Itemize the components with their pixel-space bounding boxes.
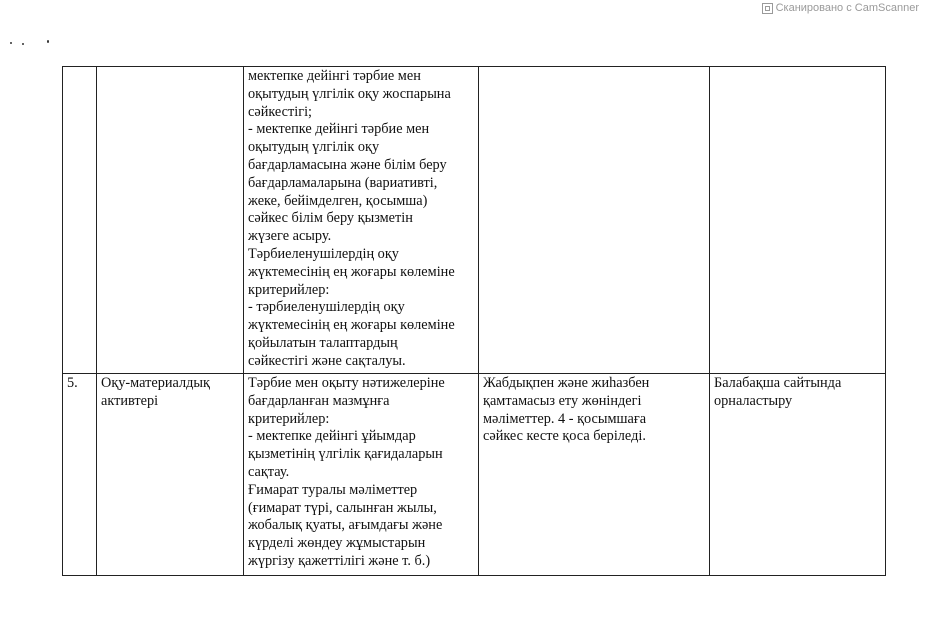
table-row: [63, 67, 886, 374]
criteria-line: күрделі жөндеу жұмыстарын: [248, 535, 426, 552]
table-row: [63, 374, 886, 576]
info-cell: [479, 67, 710, 374]
criteria-table: [62, 66, 886, 576]
criteria-line: сәйкестігі;: [248, 103, 313, 120]
scan-speck: [10, 42, 12, 44]
criteria-line: Тәрбие мен оқыту нәтижелеріне: [248, 375, 445, 391]
criteria-line: сақтау.: [248, 463, 290, 480]
criteria-line: - мектепке дейінгі ұйымдар: [248, 428, 416, 445]
criteria-line: оқытудың үлгілік оқу жоспарына: [248, 85, 451, 102]
info-line: мәліметтер. 4 - қосымшаға: [483, 410, 647, 427]
criteria-line: жобалық қуаты, ағымдағы және: [248, 517, 443, 534]
criteria-line: жүктемесінің ең жоғары көлеміне: [248, 263, 455, 280]
criteria-line: - тәрбиеленушілердің оқу: [248, 299, 405, 316]
criteria-line: Тәрбиеленушілердің оқу: [248, 245, 399, 262]
criteria-line: жүргізу қажеттілігі және т. б.): [248, 552, 431, 569]
scan-speck: [47, 40, 49, 43]
info-cell: [479, 374, 710, 576]
scanner-logo-icon: [762, 3, 773, 14]
row-name-cell: [97, 67, 244, 374]
info-line: сәйкес кесте қоса беріледі.: [483, 428, 646, 445]
row-name-line: Оқу-материалдық: [101, 375, 210, 391]
criteria-cell: [244, 67, 479, 374]
scanner-watermark: [762, 2, 919, 14]
row-number: 5.: [67, 375, 78, 391]
criteria-line: мектепке дейінгі тәрбие мен: [248, 68, 421, 84]
criteria-line: бағдарланған мазмұнға: [248, 392, 390, 409]
criteria-line: - мектепке дейінгі тәрбие мен: [248, 121, 430, 138]
row-name-line: активтері: [101, 392, 159, 409]
criteria-line: бағдарламасына және білім беру: [248, 156, 447, 173]
criteria-line: (ғимарат түрі, салынған жылы,: [248, 499, 437, 516]
criteria-line: сәйкестігі және сақталуы.: [248, 352, 406, 369]
placement-cell: [710, 67, 886, 374]
placement-cell: [710, 374, 886, 576]
criteria-line: критерийлер:: [248, 281, 330, 298]
criteria-line: Ғимарат туралы мәліметтер: [248, 481, 418, 498]
criteria-line: жеке, бейімделген, қосымша): [248, 192, 428, 209]
scanner-watermark-text: Сканировано с CamScanner: [775, 2, 919, 14]
criteria-line: сәйкес білім беру қызметін: [248, 210, 413, 227]
row-number-cell: [63, 374, 97, 576]
scan-speck: [22, 43, 24, 45]
criteria-line: бағдарламаларына (вариативті,: [248, 174, 438, 191]
row-name-cell: [97, 374, 244, 576]
criteria-line: қызметінің үлгілік қағидаларын: [248, 446, 443, 463]
criteria-line: жүктемесінің ең жоғары көлеміне: [248, 317, 455, 334]
criteria-line: қойылатын талаптардың: [248, 334, 398, 351]
criteria-line: жүзеге асыру.: [248, 228, 332, 245]
criteria-cell: [244, 374, 479, 576]
criteria-line: оқытудың үлгілік оқу: [248, 139, 380, 156]
placement-line: орналастыру: [714, 392, 793, 409]
info-line: Жабдықпен және жиһазбен: [483, 375, 650, 391]
row-number-cell: [63, 67, 97, 374]
criteria-line: критерийлер:: [248, 410, 330, 427]
placement-line: Балабақша сайтында: [714, 375, 842, 391]
info-line: қамтамасыз ету жөніндегі: [483, 392, 642, 409]
